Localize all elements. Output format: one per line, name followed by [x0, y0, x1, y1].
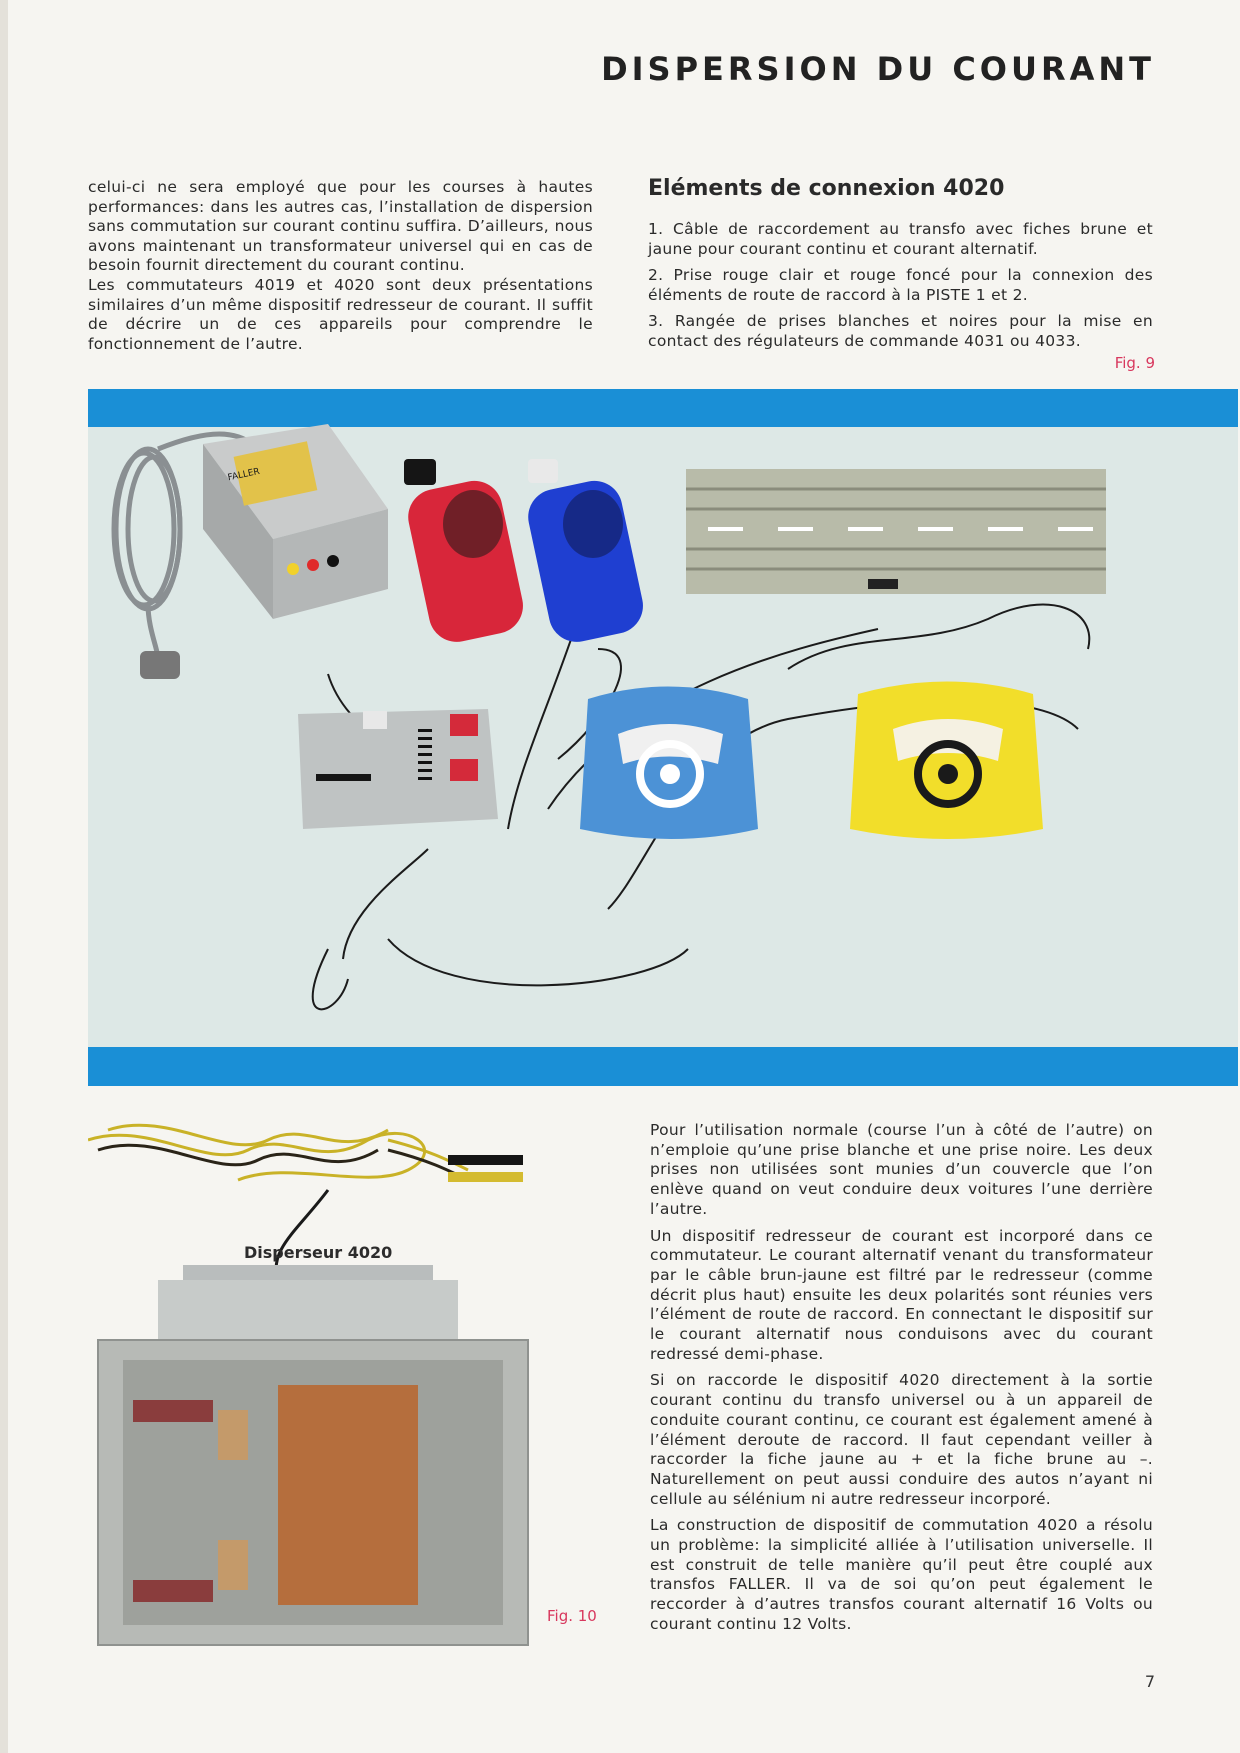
component-lower: [218, 1540, 248, 1590]
body-paragraph: Un dispositif redresseur de courant est incorporé dans ce commutateur. Le courant alternatif venant du transformateur par le câble brun-jaune est filtré par le redresseur (comme décrit plus haut) ensuite les deux polarités sont réunies vers l’élément de route de raccord. En connectant le dispositif sur le courant alternatif nous conduisons avec du courant redressé demi-phase.: [650, 1226, 1153, 1363]
black-plug: [448, 1155, 523, 1165]
page-edge: [0, 0, 8, 1753]
intro-text: [88, 178, 593, 354]
page-title: DISPERSION DU COURANT: [601, 50, 1155, 88]
section-heading: Eléments de connexion 4020: [648, 176, 1005, 201]
connection-elements-list: [648, 220, 1153, 359]
figure-9-photo: [88, 389, 1238, 1086]
component-upper: [218, 1410, 248, 1460]
figure-10-photo: [88, 1110, 608, 1670]
contact-strip-top: [133, 1400, 213, 1422]
list-item: 2. Prise rouge clair et rouge foncé pour la connexion des éléments de route de raccord à la PISTE 1 et 2.: [648, 266, 1153, 304]
body-paragraph: Pour l’utilisation normale (course l’un à côté de l’autre) on n’emploie qu’une prise blanche et une prise noire. Les deux prises non utilisées sont munies d’un couvercle que l’on enlève quand on veut conduire deux voitures l’une derrière l’autre.: [650, 1121, 1153, 1218]
bottom-blue-band: [88, 1047, 1238, 1086]
mount-flange: [158, 1280, 458, 1340]
list-item: 3. Rangée de prises blanches et noires pour la mise en contact des régulateurs de commande 4031 ou 4033.: [648, 312, 1153, 350]
yellow-speed-regulator: [850, 682, 1043, 840]
list-item: 1. Câble de raccordement au transfo avec fiches brune et jaune pour courant continu et courant alternatif.: [648, 220, 1153, 258]
page-number: 7: [1144, 1672, 1155, 1691]
intro-paragraph: Les commutateurs 4019 et 4020 sont deux présentations similaires d’un même dispositif redresseur de courant. Il suffit de décrire un de ces appareils pour comprendre le fonctionnement de l’autre.: [88, 275, 593, 353]
body-paragraph: Si on raccorde le dispositif 4020 directement à la sortie courant continu du transfo universel ou à un appareil de conduite courant continu, ce courant est également amené à l’élément deroute de raccord. Il faut cependant veiller à raccorder la fiche jaune au + et la fiche brune au –. Naturellement on peut aussi conduire des autos n’ayant ni cellule au sélénium ni autre redresseur incorporé.: [650, 1371, 1153, 1508]
track-connection-piece: [686, 469, 1106, 594]
top-blue-band: [88, 389, 1238, 427]
rectifier-plate: [278, 1385, 418, 1605]
distributor-4020-box: [298, 709, 498, 829]
yellow-plug: [448, 1172, 523, 1182]
contact-strip-bottom: [133, 1580, 213, 1602]
disperser-label: Disperseur 4020: [244, 1243, 393, 1262]
blue-speed-regulator: [580, 687, 758, 840]
intro-paragraph: celui-ci ne sera employé que pour les courses à hautes performances: dans les autres cas, l’installation de dispersion sans commutation sur courant continu suffira. D’ailleurs, nous avons maintenant un transformateur universel qui en cas de besoin fournit directement du courant continu.: [88, 178, 593, 275]
body-text: [650, 1121, 1153, 1642]
figure-9-label: Fig. 9: [1114, 354, 1155, 372]
transformer-brand: FALLER: [226, 466, 261, 484]
figure-10-label: Fig. 10: [547, 1607, 597, 1625]
body-paragraph: La construction de dispositif de commutation 4020 a résolu un problème: la simplicité alliée à l’utilisation universelle. Il est construit de telle manière qu’il peut être couplé aux transfos FALLER. Il va de soi qu’on peut également le reccorder à d’autres transfos courant alternatif 16 Volts ou courant continu 12 Volts.: [650, 1516, 1153, 1633]
power-plug: [140, 651, 180, 679]
